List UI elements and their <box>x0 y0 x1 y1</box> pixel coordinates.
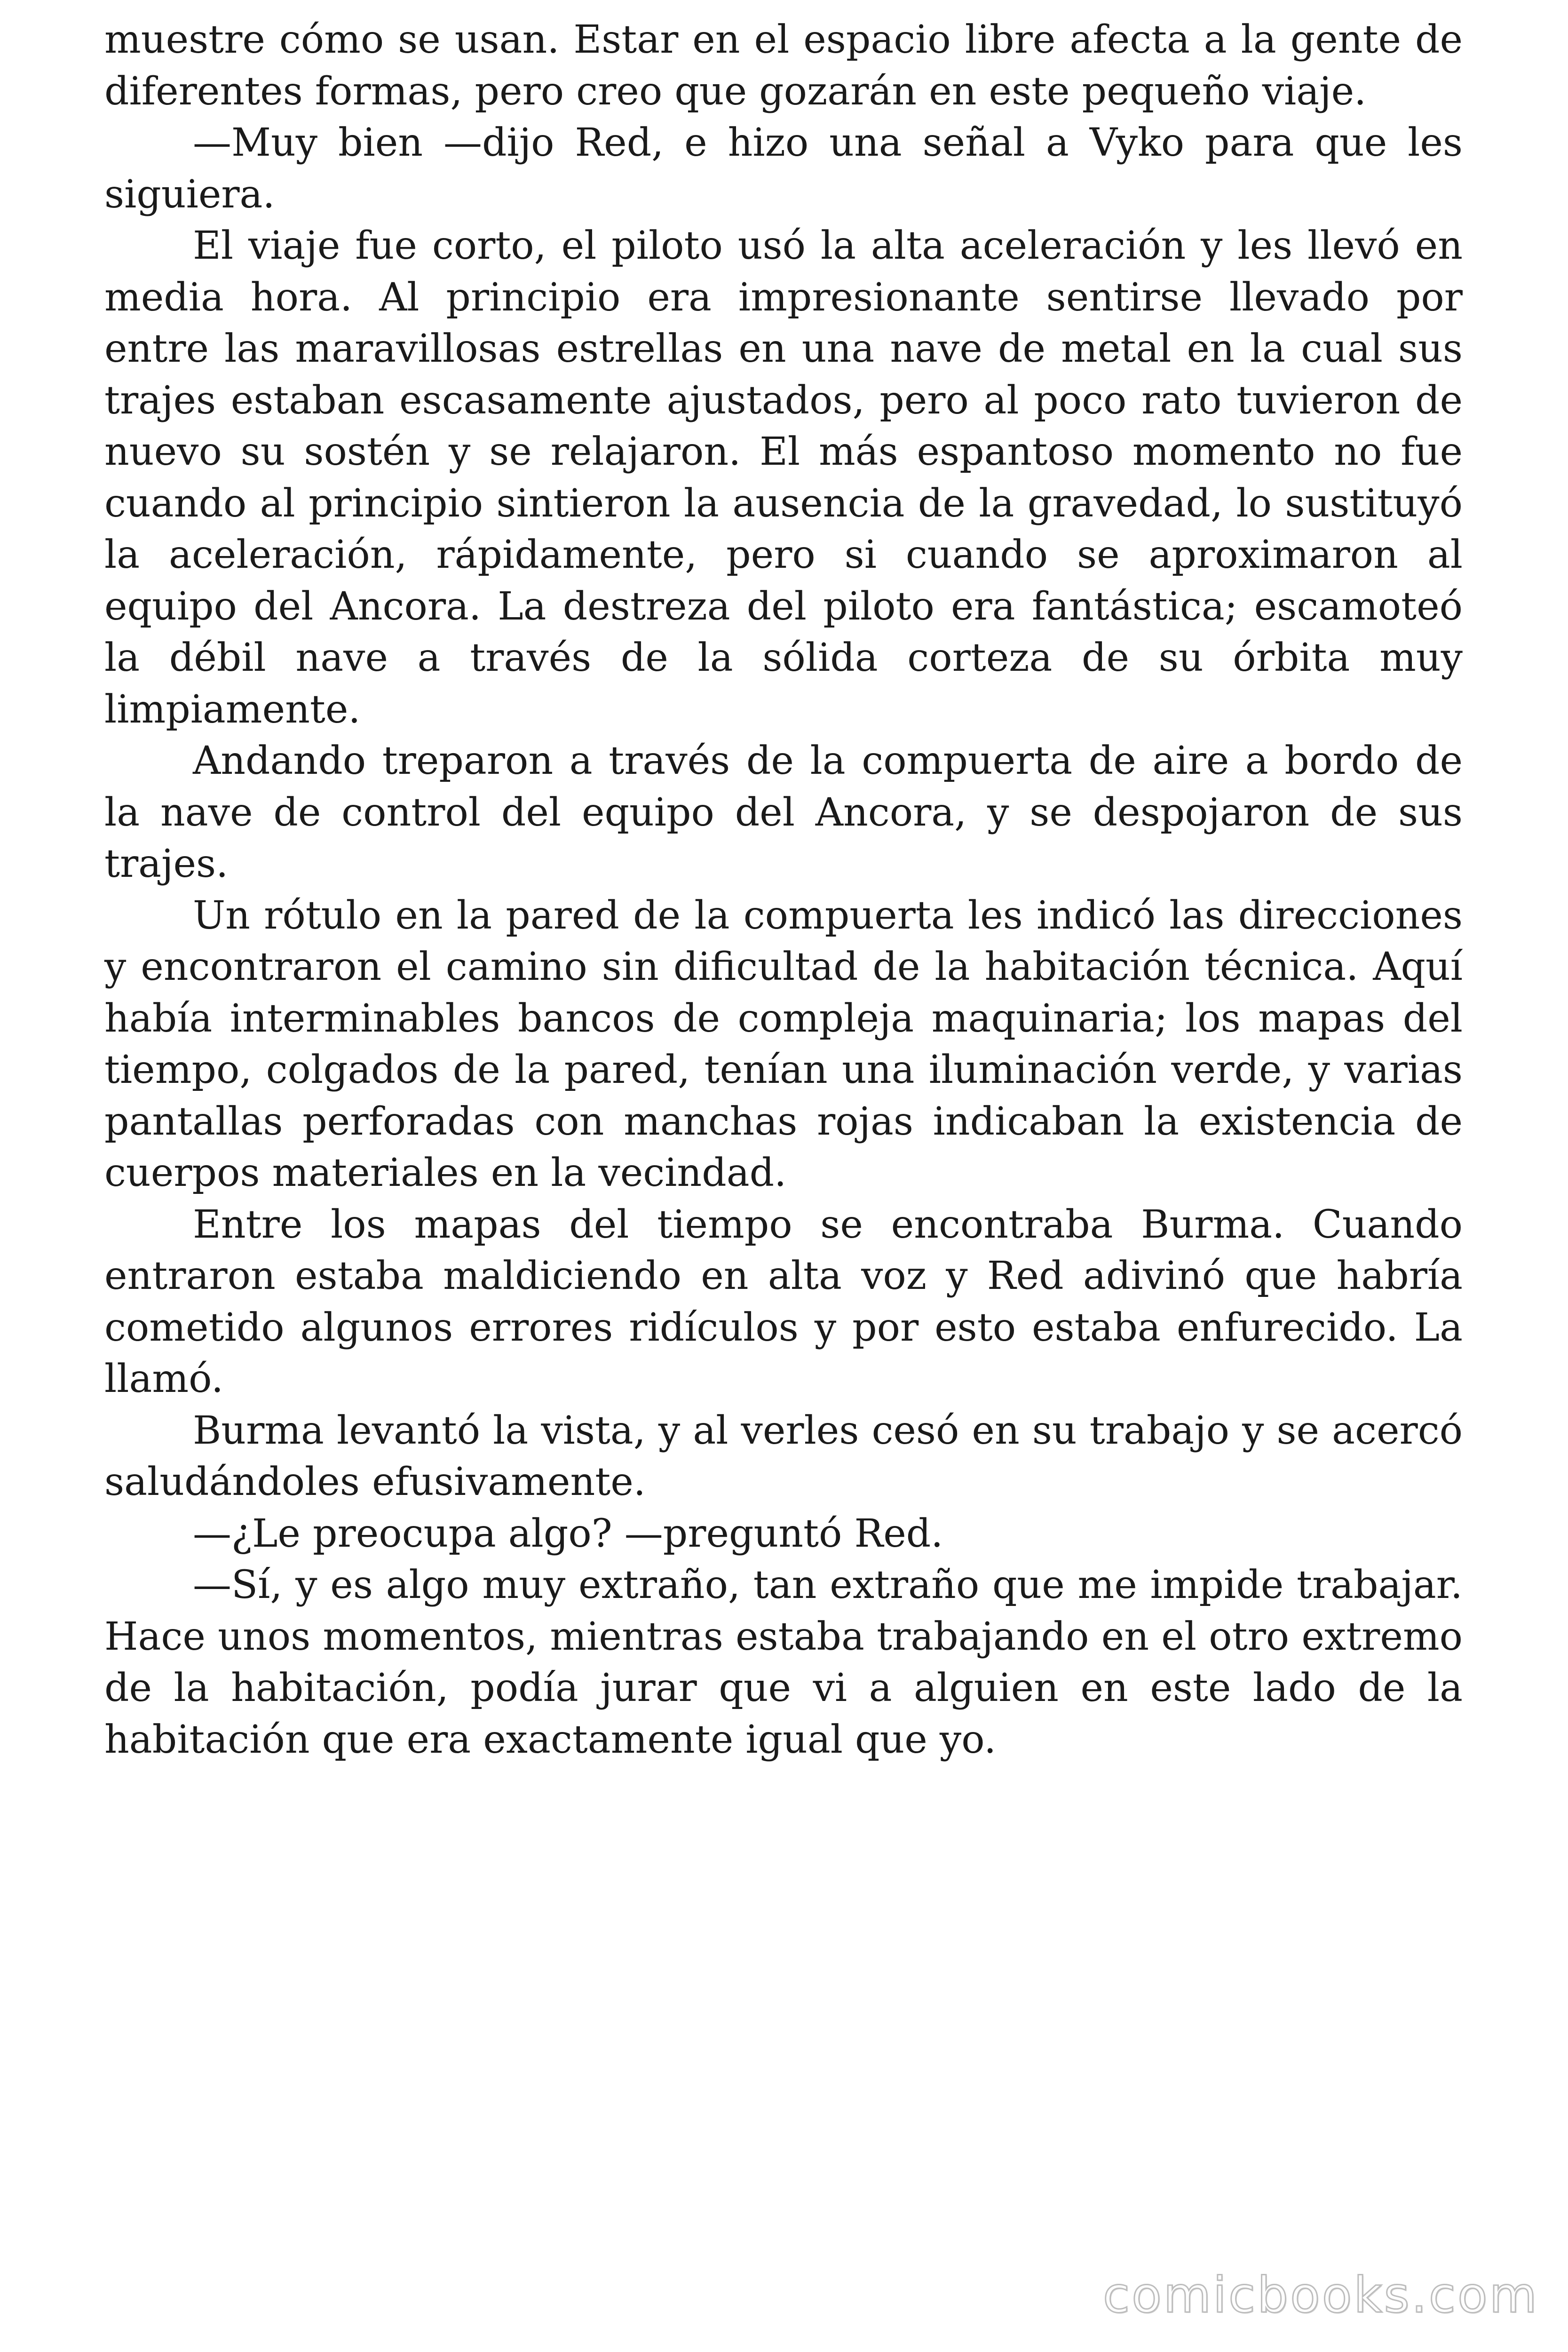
paragraph-2: —Muy bien —dijo Red, e hizo una señal a Vyko para que les siguiera. <box>104 120 1463 217</box>
paragraph-5: Un rótulo en la pared de la compuerta les indicó las direcciones y encontraron el camino sin dificultad de la habitación técnica. Aquí había interminables bancos de compleja maquinaria; los mapas del tiempo, colgados de la pared, tenían una iluminación verde, y varias pantallas perforadas con manchas rojas indicaban la existencia de cuerpos materiales en la vecindad. <box>104 893 1463 1195</box>
paragraph-9: —Sí, y es algo muy extraño, tan extraño que me impide trabajar. Hace unos momentos, mientras estaba trabajando en el otro extremo de la habitación, podía jurar que vi a alguien en este lado de la habitación que era exactamente igual que yo. <box>104 1563 1463 1762</box>
paragraph-3: El viaje fue corto, el piloto usó la alta aceleración y les llevó en media hora. Al principio era impresionante sentirse llevado por entre las maravillosas estrellas en una nave de metal en la cual sus trajes estaban escasamente ajustados, pero al poco rato tuvieron de nuevo su sostén y se relajaron. El más espantoso momento no fue cuando al principio sintieron la ausencia de la gravedad, lo sustituyó la aceleración, rápidamente, pero si cuando se aproximaron al equipo del Ancora. La destreza del piloto era fantástica; escamoteó la débil nave a través de la sólida corteza de su órbita muy limpiamente. <box>104 223 1463 732</box>
paragraph-4: Andando treparon a través de la compuerta de aire a bordo de la nave de control del equipo del Ancora, y se despojaron de sus trajes. <box>104 739 1463 886</box>
body-text <box>104 14 1463 1765</box>
paragraph-8: —¿Le preocupa algo? —preguntó Red. <box>193 1511 943 1556</box>
paragraph-6: Entre los mapas del tiempo se encontraba Burma. Cuando entraron estaba maldiciendo en alta voz y Red adivinó que habría cometido algunos errores ridículos y por esto estaba enfurecido. La llamó. <box>104 1202 1463 1401</box>
paragraph-7: Burma levantó la vista, y al verles cesó en su trabajo y se acercó saludándoles efusivamente. <box>104 1408 1463 1504</box>
paragraph-1: muestre cómo se usan. Estar en el espacio libre afecta a la gente de diferentes formas, pero creo que gozarán en este pequeño viaje. <box>104 17 1463 114</box>
watermark: comicbooks.com <box>1102 2266 1539 2324</box>
